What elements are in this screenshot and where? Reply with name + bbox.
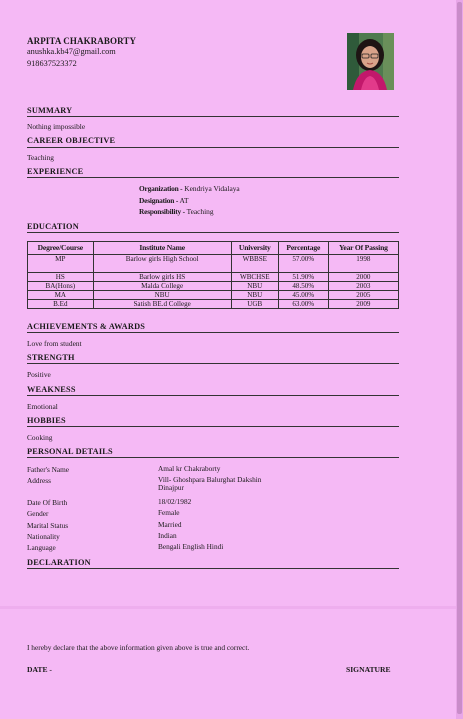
table-cell: WBBSE (231, 255, 278, 273)
table-cell: 57.00% (278, 255, 328, 273)
organization-label: Organization - (139, 184, 183, 193)
column-header: University (231, 242, 278, 255)
declaration-rule (27, 568, 399, 569)
summary-text: Nothing impossible (27, 122, 86, 131)
table-cell: BA(Hons) (28, 282, 94, 291)
table-row (28, 255, 399, 273)
column-header: Degree/Course (28, 242, 94, 255)
weakness-rule (27, 395, 399, 396)
personal-details-heading: PERSONAL DETAILS (27, 447, 113, 456)
vertical-scrollbar[interactable] (456, 0, 463, 719)
education-heading: EDUCATION (27, 222, 79, 231)
declaration-text: I hereby declare that the above information given above is true and correct. (27, 643, 250, 652)
education-table (27, 241, 399, 309)
table-cell: NBU (93, 291, 231, 300)
column-header: Year Of Passing (328, 242, 398, 255)
strength-heading: STRENGTH (27, 353, 75, 362)
achievements-heading: ACHIEVEMENTS & AWARDS (27, 322, 146, 331)
table-cell: B.Ed (28, 300, 94, 309)
table-cell: UGB (231, 300, 278, 309)
table-cell: MA (28, 291, 94, 300)
fathers-name-label: Father's Name (27, 465, 70, 474)
nationality-label: Nationality (27, 532, 60, 541)
summary-heading: SUMMARY (27, 106, 73, 115)
table-row (28, 282, 399, 291)
table-cell: HS (28, 273, 94, 282)
column-header: Percentage (278, 242, 328, 255)
table-cell: 51.90% (278, 273, 328, 282)
date-label: DATE - (27, 665, 52, 674)
table-row (28, 300, 399, 309)
marital-status-label: Marital Status (27, 521, 69, 530)
hobbies-rule (27, 426, 399, 427)
scrollbar-thumb[interactable] (457, 2, 462, 714)
experience-heading: EXPERIENCE (27, 167, 84, 174)
table-cell: 2005 (328, 291, 398, 300)
education-header-row (28, 242, 399, 255)
table-cell: Barlow girls High School (93, 255, 231, 273)
language-label: Language (27, 543, 56, 552)
weakness-heading: WEAKNESS (27, 385, 76, 394)
dob-label: Date Of Birth (27, 498, 68, 507)
phone-text: 918637523372 (27, 59, 77, 68)
page-break (0, 606, 456, 609)
profile-photo (347, 33, 394, 90)
table-cell: WBCHSE (231, 273, 278, 282)
email-text: anushka.kb47@gmail.com (27, 47, 116, 56)
marital-status-value: Married (158, 520, 182, 529)
table-cell: 45.00% (278, 291, 328, 300)
table-cell: 2009 (328, 300, 398, 309)
signature-label: SIGNATURE (346, 665, 391, 674)
strength-rule (27, 363, 399, 364)
organization-value: Kendriya Vidalaya (184, 184, 240, 193)
table-row (28, 291, 399, 300)
table-cell: NBU (231, 291, 278, 300)
strength-text: Positive (27, 370, 51, 379)
table-cell: 48.50% (278, 282, 328, 291)
fathers-name-value: Amal kr Chakraborty (158, 464, 221, 473)
experience-rule (27, 177, 399, 178)
experience-responsibility (139, 207, 214, 216)
table-cell: Satish BE.d College (93, 300, 231, 309)
address-value: Vill- Ghoshpara Balurghat Dakshin Dinajpur (158, 475, 262, 492)
education-rule (27, 232, 399, 233)
weakness-text: Emotional (27, 402, 58, 411)
dob-value: 18/02/1982 (158, 497, 192, 506)
gender-label: Gender (27, 509, 49, 518)
achievements-rule (27, 332, 399, 333)
table-cell: 2003 (328, 282, 398, 291)
candidate-name: ARPITA CHAKRABORTY (27, 36, 137, 46)
summary-rule (27, 116, 399, 117)
table-cell: NBU (231, 282, 278, 291)
declaration-heading: DECLARATION (27, 558, 91, 567)
table-row (28, 273, 399, 282)
table-cell: MP (28, 255, 94, 273)
table-cell: 2000 (328, 273, 398, 282)
column-header: Institute Name (93, 242, 231, 255)
designation-value: AT (179, 196, 189, 205)
table-cell: Barlow girls HS (93, 273, 231, 282)
achievements-text: Love from student (27, 339, 82, 348)
responsibility-value: Teaching (186, 207, 214, 216)
hobbies-text: Cooking (27, 433, 53, 442)
experience-designation (139, 196, 189, 205)
table-cell: 1998 (328, 255, 398, 273)
address-label: Address (27, 476, 51, 485)
career-objective-rule (27, 147, 399, 148)
responsibility-label: Responsibility - (139, 207, 185, 216)
table-cell: Malda College (93, 282, 231, 291)
career-objective-heading: CAREER OBJECTIVE (27, 136, 116, 145)
personal-details-rule (27, 457, 399, 458)
career-objective-text: Teaching (27, 153, 54, 162)
hobbies-heading: HOBBIES (27, 416, 66, 425)
experience-organization (139, 184, 240, 193)
nationality-value: Indian (158, 531, 177, 540)
language-value: Bengali English Hindi (158, 542, 224, 551)
designation-label: Designation - (139, 196, 179, 205)
gender-value: Female (158, 508, 180, 517)
table-cell: 63.00% (278, 300, 328, 309)
